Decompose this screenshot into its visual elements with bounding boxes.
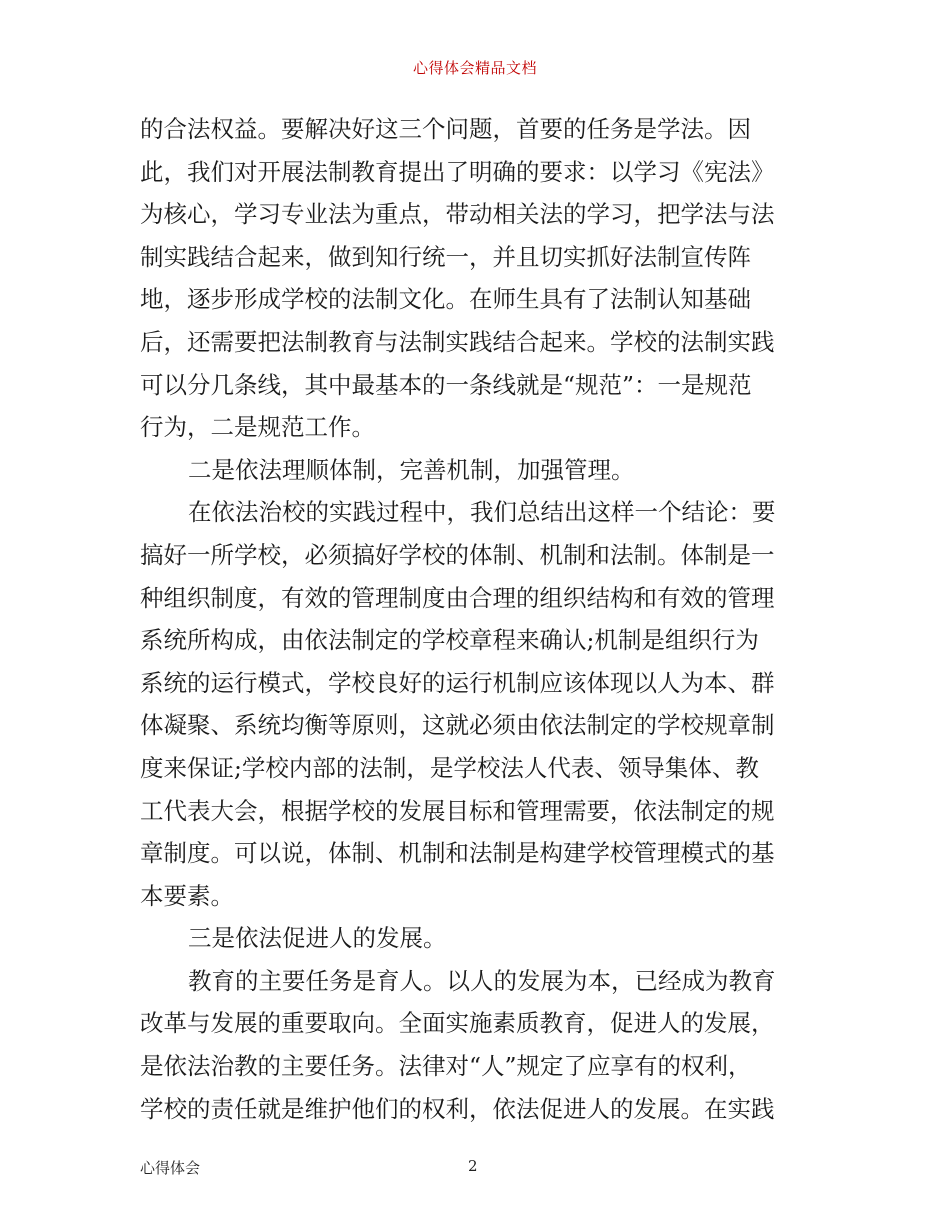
text-line: 在依法治校的实践过程中，我们总结出这样一个结论：要: [188, 498, 776, 527]
text-line: 后，还需要把法制教育与法制实践结合起来。学校的法制实践: [140, 327, 775, 356]
section-heading: 三是依法促进人的发展。: [188, 924, 447, 953]
text-line: 的合法权益。要解决好这三个问题，首要的任务是学法。因: [140, 115, 751, 143]
page-number: 2: [468, 1157, 478, 1175]
text-line: 系统的运行模式，学校良好的运行机制应该体现以人为本、群: [140, 668, 775, 697]
text-line: 行为，二是规范工作。: [140, 413, 375, 442]
page-footer-label: 心得体会: [140, 1159, 201, 1177]
text-line: 教育的主要任务是育人。以人的发展为本，已经成为教育: [188, 966, 776, 995]
text-line: 度来保证;学校内部的法制，是学校法人代表、领导集体、教: [140, 753, 759, 782]
text-line: 种组织制度，有效的管理制度由合理的组织结构和有效的管理: [140, 583, 775, 612]
text-line: 搞好一所学校，必须搞好学校的体制、机制和法制。体制是一: [140, 540, 775, 569]
text-line: 可以分几条线，其中最基本的一条线就是“规范”：一是规范: [140, 370, 752, 399]
text-line: 系统所构成，由依法制定的学校章程来确认;机制是组织行为: [140, 626, 759, 655]
text-line: 改革与发展的重要取向。全面实施素质教育，促进人的发展，: [140, 1009, 775, 1038]
text-line: 是依法治教的主要任务。法律对“人”规定了应享有的权利，: [140, 1052, 752, 1081]
text-line: 章制度。可以说，体制、机制和法制是构建学校管理模式的基: [140, 839, 775, 868]
text-line: 为核心，学习专业法为重点，带动相关法的学习，把学法与法: [140, 200, 775, 229]
text-line: 体凝聚、系统均衡等原则，这就必须由依法制定的学校规章制: [140, 711, 775, 740]
text-line: 本要素。: [140, 881, 234, 910]
text-line: 学校的责任就是维护他们的权利，依法促进人的发展。在实践: [140, 1094, 775, 1123]
text-line: 此，我们对开展法制教育提出了明确的要求：以学习《宪法》: [140, 157, 775, 186]
text-line: 制实践结合起来，做到知行统一，并且切实抓好法制宣传阵: [140, 242, 751, 271]
text-line: 工代表大会，根据学校的发展目标和管理需要，依法制定的规: [140, 796, 775, 825]
text-line: 地，逐步形成学校的法制文化。在师生具有了法制认知基础: [140, 285, 751, 314]
page-header-title: 心得体会精品文档: [412, 59, 537, 77]
section-heading: 二是依法理顺体制，完善机制，加强管理。: [188, 455, 635, 484]
document-body: [140, 108, 810, 1130]
